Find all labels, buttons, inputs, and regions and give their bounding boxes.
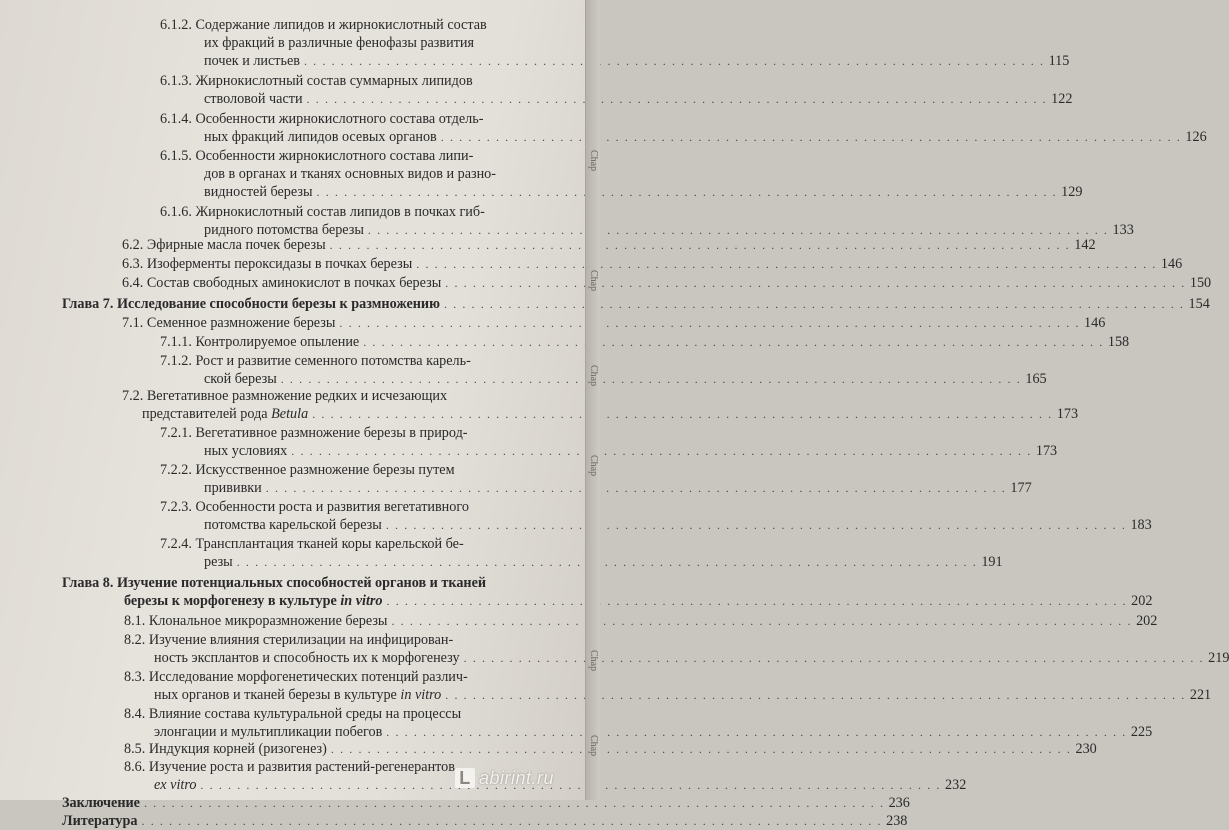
toc-line: ской березы [204, 371, 277, 387]
toc-line: 7.1.1. Контролируемое опыление [160, 334, 360, 350]
toc-line: дов в органах и тканях основных видов и разно- [204, 166, 497, 182]
toc-entry-7-2[interactable] [122, 387, 1079, 423]
page-number: 150 [1189, 275, 1212, 291]
page-number: 221 [1189, 687, 1212, 703]
page-number: 126 [1185, 129, 1207, 145]
page-number: 202 [1136, 613, 1158, 629]
toc-last-line [62, 295, 1210, 313]
toc-entry-8-4[interactable] [124, 705, 1153, 741]
toc-entry-6-1-3[interactable] [160, 72, 1073, 108]
toc-line: 8.1. Клональное микроразмножение березы [124, 613, 388, 629]
toc-entry-8-1[interactable] [124, 612, 1158, 630]
toc-line: 6.1.5. Особенности жирнокислотного состава липи- [160, 148, 474, 164]
toc-line: ных условиях [204, 443, 288, 459]
page-number: 165 [1025, 371, 1047, 387]
toc-line: 7.2.3. Особенности роста и развития вегетативного [160, 499, 469, 515]
chapter-title: березы к морфогенезу в культуре [124, 593, 337, 609]
leader-dots [416, 255, 1157, 273]
page-number: 158 [1107, 334, 1130, 350]
toc-last-line [160, 553, 1003, 571]
page-number: 146 [1084, 315, 1106, 331]
toc-entry-7-1[interactable] [122, 314, 1106, 332]
toc-last-line [122, 405, 1079, 423]
toc-entry-6-1-2[interactable] [160, 16, 1070, 70]
leader-dots [307, 90, 1048, 108]
leader-dots [142, 812, 883, 830]
toc-literature[interactable] [62, 812, 908, 830]
leader-dots [386, 723, 1127, 741]
toc-line: 7.2.1. Вегетативное размножение березы в природ- [160, 425, 468, 441]
toc-line: ность эксплантов и способность их к морфогенезу [154, 650, 460, 666]
toc-line: 6.4. Состав свободных аминокислот в почках березы [122, 275, 442, 291]
leader-dots [200, 776, 941, 794]
toc-line: 7.1.2. Рост и развитие семенного потомства карель- [160, 353, 471, 369]
leader-dots [291, 442, 1032, 460]
page-number: 133 [1112, 222, 1134, 238]
toc-entry-7-2-4[interactable] [160, 535, 1003, 571]
page-number: 225 [1130, 724, 1153, 740]
toc-line: 6.1.2. Содержание липидов и жирнокислотный состав [160, 17, 487, 33]
leader-dots [363, 333, 1104, 351]
toc-line: 6.2. Эфирные масла почек березы [122, 237, 326, 253]
page-number: 230 [1075, 741, 1097, 757]
toc-last-line [160, 183, 1083, 201]
page-number: 232 [945, 777, 967, 793]
leader-dots [444, 295, 1185, 313]
toc-last-line [62, 812, 908, 830]
toc-line: стволовой части [204, 91, 303, 107]
toc-line: прививки [204, 480, 262, 496]
toc-line: 7.2. Вегетативное размножение редких и исчезающих [122, 388, 448, 404]
toc-last-line [122, 314, 1106, 332]
toc-line: 8.3. Исследование морфогенетических потенций различ- [124, 669, 468, 685]
page-number: 183 [1130, 517, 1152, 533]
toc-line: 8.2. Изучение влияния стерилизации на инфицирован- [124, 632, 454, 648]
toc-line: элонгации и мультипликации побегов [154, 724, 383, 740]
toc-entry-7-2-3[interactable] [160, 498, 1152, 534]
page-number: 238 [886, 813, 908, 829]
leader-dots [317, 183, 1058, 201]
leader-dots [266, 479, 1007, 497]
toc-last-line [124, 686, 1212, 704]
leader-dots [312, 405, 1053, 423]
chapter-title-italic: in vitro [340, 593, 383, 609]
toc-last-line [160, 516, 1152, 534]
leader-dots [464, 649, 1205, 667]
toc-line: 6.1.3. Жирнокислотный состав суммарных липидов [160, 73, 473, 89]
toc-line: видностей березы [204, 184, 313, 200]
edge-text: Chap [588, 650, 599, 672]
ex-vitro-label: ex vitro [154, 777, 197, 793]
toc-last-line [160, 333, 1130, 351]
leader-dots [304, 52, 1045, 70]
page-number: 173 [1056, 406, 1079, 422]
leader-dots [144, 794, 885, 812]
page-number: 202 [1131, 593, 1153, 609]
leader-dots [441, 128, 1182, 146]
toc-last-line [124, 723, 1153, 741]
page-number: 236 [888, 795, 910, 811]
edge-text: Chap [588, 735, 599, 757]
watermark-text: abirint.ru [479, 768, 555, 788]
edge-text: Chap [588, 455, 599, 477]
chapter-title: Глава 7. Исследование способности березы к размножению [62, 296, 440, 312]
leader-dots [330, 236, 1071, 254]
page-number: 219 [1208, 650, 1229, 666]
page-number: 146 [1160, 256, 1183, 272]
edge-text: Chap [588, 150, 599, 172]
toc-last-line [122, 236, 1096, 254]
leader-dots [445, 686, 1186, 704]
toc-last-line [160, 128, 1207, 146]
toc-last-line [160, 442, 1058, 460]
toc-line: потомства карельской березы [204, 517, 382, 533]
toc-line: 7.1. Семенное размножение березы [122, 315, 336, 331]
leader-dots [281, 370, 1022, 388]
toc-entry-7-1-1[interactable] [160, 333, 1130, 351]
toc-line: 6.1.6. Жирнокислотный состав липидов в почках гиб- [160, 204, 485, 220]
leader-dots [445, 274, 1186, 292]
toc-line: 6.1.4. Особенности жирнокислотного состава отдель- [160, 111, 484, 127]
page-number: 154 [1188, 296, 1210, 312]
toc-entry-6-1-4[interactable] [160, 110, 1207, 146]
leader-dots [237, 553, 978, 571]
toc-last-line [124, 612, 1158, 630]
toc-entry-6-1-6[interactable] [160, 203, 1134, 239]
watermark [455, 768, 554, 789]
page-number: 129 [1061, 184, 1083, 200]
chapter-title: Литература [62, 813, 138, 829]
edge-text: Chap [588, 270, 599, 292]
toc-last-line [160, 52, 1070, 70]
leader-dots [387, 592, 1128, 610]
page-number: 115 [1048, 53, 1070, 69]
leader-dots [386, 516, 1127, 534]
toc-line: 8.6. Изучение роста и развития растений-регенерантов [124, 759, 455, 775]
toc-line: представителей рода [142, 406, 268, 422]
toc-entry-6-3[interactable] [122, 255, 1183, 273]
toc-line: почек и листьев [204, 53, 300, 69]
page-number: 173 [1035, 443, 1058, 459]
watermark-badge: L [455, 768, 475, 788]
toc-line: 8.4. Влияние состава культуральной среды на процессы [124, 706, 462, 722]
toc-conclusion[interactable] [62, 794, 910, 812]
toc-last-line [62, 794, 910, 812]
toc-last-line [160, 90, 1073, 108]
chapter-title: Заключение [62, 795, 140, 811]
toc-line: их фракций в различные фенофазы развития [204, 35, 475, 51]
toc-line: 8.5. Индукция корней (ризогенез) [124, 741, 327, 757]
toc-entry-6-2[interactable] [122, 236, 1096, 254]
page-number: 142 [1074, 237, 1096, 253]
toc-line: 7.2.4. Трансплантация тканей коры карельской бе- [160, 536, 464, 552]
toc-last-line [160, 479, 1032, 497]
page-number: 122 [1051, 91, 1073, 107]
edge-text: Chap [588, 365, 599, 387]
toc-chapter-8[interactable] [62, 574, 1153, 610]
next-page-edge [585, 0, 600, 800]
genus-name: Betula [271, 406, 309, 422]
toc-line: ных органов и тканей березы в культуре [154, 687, 397, 703]
toc-entry-7-2-1[interactable] [160, 424, 1058, 460]
toc-line: 7.2.2. Искусственное размножение березы путем [160, 462, 455, 478]
toc-chapter-7[interactable] [62, 295, 1210, 313]
in-vitro-label: in vitro [400, 687, 442, 703]
page-number: 191 [981, 554, 1003, 570]
toc-line: резы [204, 554, 233, 570]
toc-line: 6.3. Изоферменты пероксидазы в почках березы [122, 256, 413, 272]
toc-line: ридного потомства березы [204, 222, 364, 238]
chapter-title: Глава 8. Изучение потенциальных способностей органов и тканей [62, 575, 487, 591]
toc-last-line [62, 592, 1153, 610]
leader-dots [339, 314, 1080, 332]
toc-line: ных фракций липидов осевых органов [204, 129, 437, 145]
toc-last-line [122, 255, 1183, 273]
leader-dots [331, 740, 1072, 758]
toc-entry-8-3[interactable] [124, 668, 1212, 704]
leader-dots [391, 612, 1132, 630]
page-number: 177 [1010, 480, 1032, 496]
